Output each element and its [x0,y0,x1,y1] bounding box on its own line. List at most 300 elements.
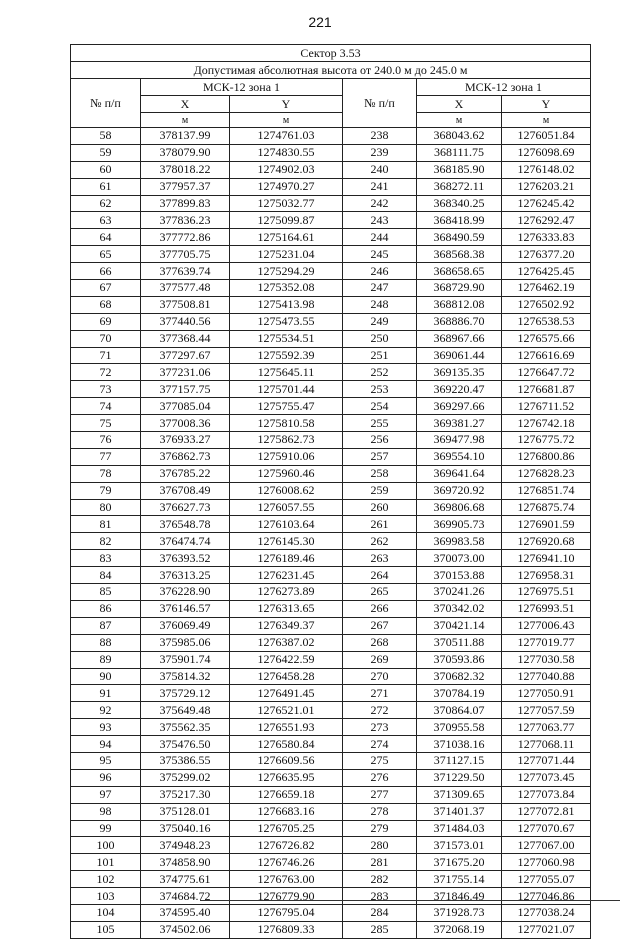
y-coordinate: 1276901.59 [502,516,591,533]
point-number: 94 [71,736,141,753]
x-coordinate: 376933.27 [141,432,230,449]
y-coordinate: 1276875.74 [502,499,591,516]
point-number: 241 [343,178,417,195]
y-coordinate: 1275701.44 [230,381,343,398]
x-coordinate: 370241.26 [417,584,502,601]
table-row [71,246,591,263]
y-coordinate: 1277006.43 [502,617,591,634]
point-number: 253 [343,381,417,398]
y-coordinate: 1276828.23 [502,465,591,482]
table-row [71,280,591,297]
y-coordinate: 1276458.28 [230,668,343,685]
y-coordinate: 1276245.42 [502,195,591,212]
point-number: 278 [343,803,417,820]
y-coordinate: 1276189.46 [230,550,343,567]
point-number: 77 [71,448,141,465]
x-coordinate: 374502.06 [141,921,230,938]
table-row [71,296,591,313]
x-coordinate: 368812.08 [417,296,502,313]
point-number: 88 [71,634,141,651]
x-coordinate: 369720.92 [417,482,502,499]
point-number: 81 [71,516,141,533]
table-row [71,364,591,381]
x-coordinate: 371229.50 [417,769,502,786]
point-number: 59 [71,144,141,161]
y-coordinate: 1276795.04 [230,904,343,921]
x-coordinate: 375299.02 [141,769,230,786]
x-coordinate: 370421.14 [417,617,502,634]
y-coordinate: 1276575.66 [502,330,591,347]
table-row [71,144,591,161]
point-number: 76 [71,432,141,449]
y-coordinate: 1276779.90 [230,888,343,905]
y-coordinate: 1277057.59 [502,702,591,719]
point-number: 256 [343,432,417,449]
table-row [71,212,591,229]
point-number: 75 [71,415,141,432]
point-number: 62 [71,195,141,212]
y-coordinate: 1277068.11 [502,736,591,753]
y-coordinate: 1275592.39 [230,347,343,364]
y-coordinate: 1276349.37 [230,617,343,634]
y-coordinate: 1275960.46 [230,465,343,482]
point-number: 263 [343,550,417,567]
point-number: 93 [71,719,141,736]
y-coordinate: 1277050.91 [502,685,591,702]
x-coordinate: 369806.68 [417,499,502,516]
point-number: 86 [71,600,141,617]
point-number: 80 [71,499,141,516]
y-coordinate: 1276098.69 [502,144,591,161]
x-coordinate: 375476.50 [141,736,230,753]
x-coordinate: 368340.25 [417,195,502,212]
table-row [71,904,591,921]
y-coordinate: 1276800.86 [502,448,591,465]
table-row [71,330,591,347]
y-coordinate: 1275645.11 [230,364,343,381]
x-coordinate: 376548.78 [141,516,230,533]
x-coordinate: 374948.23 [141,837,230,854]
table-row [71,567,591,584]
point-number: 73 [71,381,141,398]
y-coordinate: 1276809.33 [230,921,343,938]
y-coordinate: 1276538.53 [502,313,591,330]
y-coordinate: 1277021.07 [502,921,591,938]
point-number: 240 [343,161,417,178]
point-number: 97 [71,786,141,803]
x-coordinate: 377157.75 [141,381,230,398]
point-number: 71 [71,347,141,364]
num-header-left: № п/п [71,79,141,128]
point-number: 285 [343,921,417,938]
point-number: 100 [71,837,141,854]
y-coordinate: 1276920.68 [502,533,591,550]
point-number: 268 [343,634,417,651]
point-number: 91 [71,685,141,702]
x-coordinate: 375729.12 [141,685,230,702]
y-coordinate: 1276425.45 [502,263,591,280]
y-coordinate: 1276145.30 [230,533,343,550]
point-number: 250 [343,330,417,347]
x-coordinate: 376474.74 [141,533,230,550]
point-number: 269 [343,651,417,668]
table-row [71,195,591,212]
x-coordinate: 376228.90 [141,584,230,601]
point-number: 283 [343,888,417,905]
table-row [71,533,591,550]
y-coordinate: 1275810.58 [230,415,343,432]
table-row [71,854,591,871]
point-number: 92 [71,702,141,719]
x-coordinate: 375128.01 [141,803,230,820]
x-coordinate: 371038.16 [417,736,502,753]
x-coordinate: 371573.01 [417,837,502,854]
y-coordinate: 1276462.19 [502,280,591,297]
x-coordinate: 377008.36 [141,415,230,432]
x-coordinate: 377836.23 [141,212,230,229]
x-coordinate: 376313.25 [141,567,230,584]
point-number: 61 [71,178,141,195]
y-coordinate: 1276521.01 [230,702,343,719]
y-header-right: Y [502,96,591,113]
page-number: 221 [308,14,332,30]
y-coordinate: 1276746.26 [230,854,343,871]
y-coordinate: 1276502.92 [502,296,591,313]
y-coordinate: 1276051.84 [502,128,591,145]
point-number: 271 [343,685,417,702]
table-row [71,752,591,769]
y-coordinate: 1277019.77 [502,634,591,651]
point-number: 258 [343,465,417,482]
point-number: 257 [343,448,417,465]
x-coordinate: 376627.73 [141,499,230,516]
y-coordinate: 1276681.87 [502,381,591,398]
x-coordinate: 377231.06 [141,364,230,381]
point-number: 277 [343,786,417,803]
x-coordinate: 374684.72 [141,888,230,905]
x-coordinate: 368967.66 [417,330,502,347]
y-coordinate: 1276491.45 [230,685,343,702]
point-number: 72 [71,364,141,381]
point-number: 272 [343,702,417,719]
table-row [71,617,591,634]
table-row [71,685,591,702]
point-number: 87 [71,617,141,634]
point-number: 65 [71,246,141,263]
y-coordinate: 1276333.83 [502,229,591,246]
y-coordinate: 1276683.16 [230,803,343,820]
y-coordinate: 1277038.24 [502,904,591,921]
point-number: 260 [343,499,417,516]
y-coordinate: 1276008.62 [230,482,343,499]
y-coordinate: 1275862.73 [230,432,343,449]
x-coordinate: 377639.74 [141,263,230,280]
y-coordinate: 1276726.82 [230,837,343,854]
table-row [71,347,591,364]
x-coordinate: 368568.38 [417,246,502,263]
point-number: 99 [71,820,141,837]
point-number: 281 [343,854,417,871]
bottom-rule [200,900,620,901]
y-coordinate: 1275910.06 [230,448,343,465]
x-coordinate: 375649.48 [141,702,230,719]
y-coordinate: 1276851.74 [502,482,591,499]
x-header-left: X [141,96,230,113]
point-number: 259 [343,482,417,499]
point-number: 101 [71,854,141,871]
point-number: 276 [343,769,417,786]
point-number: 70 [71,330,141,347]
y-coordinate: 1275534.51 [230,330,343,347]
table-row [71,803,591,820]
y-coordinate: 1275032.77 [230,195,343,212]
point-number: 249 [343,313,417,330]
table-row [71,702,591,719]
y-coordinate: 1277040.88 [502,668,591,685]
table-row [71,263,591,280]
table-row [71,550,591,567]
x-coordinate: 370955.58 [417,719,502,736]
table-row [71,178,591,195]
x-coordinate: 377899.83 [141,195,230,212]
y-coordinate: 1274970.27 [230,178,343,195]
table-row [71,415,591,432]
table-row [71,921,591,938]
x-coordinate: 370153.88 [417,567,502,584]
y-coordinate: 1276273.89 [230,584,343,601]
y-coordinate: 1276647.72 [502,364,591,381]
y-coordinate: 1277067.00 [502,837,591,854]
x-coordinate: 378079.90 [141,144,230,161]
zone-header-left: МСК-12 зона 1 [141,79,343,96]
y-coordinate: 1276775.72 [502,432,591,449]
y-coordinate: 1275413.98 [230,296,343,313]
x-coordinate: 371846.49 [417,888,502,905]
point-number: 274 [343,736,417,753]
y-coordinate: 1277030.58 [502,651,591,668]
y-coordinate: 1274761.03 [230,128,343,145]
x-coordinate: 370342.02 [417,600,502,617]
y-coordinate: 1275294.29 [230,263,343,280]
x-coordinate: 376708.49 [141,482,230,499]
point-number: 252 [343,364,417,381]
x-coordinate: 376862.73 [141,448,230,465]
x-coordinate: 369135.35 [417,364,502,381]
num-header-right: № п/п [343,79,417,128]
y-coordinate: 1276635.95 [230,769,343,786]
x-coordinate: 368418.99 [417,212,502,229]
x-coordinate: 369477.98 [417,432,502,449]
y-coordinate: 1276057.55 [230,499,343,516]
point-number: 63 [71,212,141,229]
table-row [71,634,591,651]
point-number: 85 [71,584,141,601]
point-number: 275 [343,752,417,769]
y-coordinate: 1277070.67 [502,820,591,837]
point-number: 282 [343,871,417,888]
point-number: 60 [71,161,141,178]
y-coordinate: 1276941.10 [502,550,591,567]
x-coordinate: 375562.35 [141,719,230,736]
y-coordinate: 1276616.69 [502,347,591,364]
x-coordinate: 369061.44 [417,347,502,364]
point-number: 90 [71,668,141,685]
table-row [71,229,591,246]
coordinates-table [70,44,591,939]
y-coordinate: 1276711.52 [502,398,591,415]
table-row [71,161,591,178]
y-coordinate: 1277073.45 [502,769,591,786]
x-coordinate: 375814.32 [141,668,230,685]
x-coordinate: 368043.62 [417,128,502,145]
table-row [71,432,591,449]
y-coordinate: 1276659.18 [230,786,343,803]
x-coordinate: 370864.07 [417,702,502,719]
point-number: 265 [343,584,417,601]
point-number: 95 [71,752,141,769]
x-coordinate: 377508.81 [141,296,230,313]
point-number: 89 [71,651,141,668]
x-coordinate: 371401.37 [417,803,502,820]
point-number: 280 [343,837,417,854]
table-row [71,398,591,415]
x-coordinate: 378137.99 [141,128,230,145]
x-coordinate: 368658.65 [417,263,502,280]
y-coordinate: 1276975.51 [502,584,591,601]
x-coordinate: 370593.86 [417,651,502,668]
x-coordinate: 368185.90 [417,161,502,178]
x-coordinate: 369554.10 [417,448,502,465]
y-coordinate: 1275164.61 [230,229,343,246]
x-coordinate: 368729.90 [417,280,502,297]
y-coordinate: 1276958.31 [502,567,591,584]
x-coordinate: 376146.57 [141,600,230,617]
y-coordinate: 1275755.47 [230,398,343,415]
table-row [71,888,591,905]
point-number: 262 [343,533,417,550]
y-coordinate: 1275099.87 [230,212,343,229]
altitude-range: Допустимая абсолютная высота от 240.0 м до 245.0 м [71,62,591,79]
x-coordinate: 377705.75 [141,246,230,263]
point-number: 58 [71,128,141,145]
y-coordinate: 1276609.56 [230,752,343,769]
point-number: 246 [343,263,417,280]
y-coordinate: 1277055.07 [502,871,591,888]
point-number: 104 [71,904,141,921]
table-row [71,736,591,753]
point-number: 82 [71,533,141,550]
x-coordinate: 377440.56 [141,313,230,330]
table-row [71,499,591,516]
point-number: 79 [71,482,141,499]
y-coordinate: 1276705.25 [230,820,343,837]
table-row [71,651,591,668]
table-row [71,448,591,465]
y-coordinate: 1276148.02 [502,161,591,178]
point-number: 245 [343,246,417,263]
sector-title: Сектор 3.53 [71,45,591,62]
y-coordinate: 1276387.02 [230,634,343,651]
table-row [71,820,591,837]
table-row [71,381,591,398]
point-number: 243 [343,212,417,229]
y-coordinate: 1277072.81 [502,803,591,820]
x-coordinate: 377297.67 [141,347,230,364]
table-row [71,668,591,685]
point-number: 267 [343,617,417,634]
x-coordinate: 370073.00 [417,550,502,567]
table-body [71,128,591,939]
table-row [71,837,591,854]
x-coordinate: 371755.14 [417,871,502,888]
x-coordinate: 370511.88 [417,634,502,651]
y-coordinate: 1277046.86 [502,888,591,905]
y-coordinate: 1274902.03 [230,161,343,178]
y-coordinate: 1275231.04 [230,246,343,263]
x-coordinate: 371484.03 [417,820,502,837]
point-number: 239 [343,144,417,161]
point-number: 261 [343,516,417,533]
x-coordinate: 369297.66 [417,398,502,415]
unit-label: м [502,113,591,128]
x-coordinate: 368272.11 [417,178,502,195]
y-coordinate: 1277060.98 [502,854,591,871]
y-coordinate: 1277071.44 [502,752,591,769]
y-coordinate: 1276103.64 [230,516,343,533]
x-coordinate: 378018.22 [141,161,230,178]
point-number: 248 [343,296,417,313]
point-number: 103 [71,888,141,905]
x-coordinate: 375985.06 [141,634,230,651]
x-coordinate: 371309.65 [417,786,502,803]
point-number: 66 [71,263,141,280]
unit-label: м [417,113,502,128]
y-coordinate: 1277073.84 [502,786,591,803]
x-coordinate: 377772.86 [141,229,230,246]
y-coordinate: 1276763.00 [230,871,343,888]
table-row [71,482,591,499]
x-coordinate: 368886.70 [417,313,502,330]
x-coordinate: 376393.52 [141,550,230,567]
x-coordinate: 370682.32 [417,668,502,685]
y-coordinate: 1276377.20 [502,246,591,263]
point-number: 279 [343,820,417,837]
table-row [71,584,591,601]
x-coordinate: 368490.59 [417,229,502,246]
x-header-right: X [417,96,502,113]
point-number: 273 [343,719,417,736]
table-row [71,516,591,533]
y-coordinate: 1277063.77 [502,719,591,736]
point-number: 83 [71,550,141,567]
y-coordinate: 1276292.47 [502,212,591,229]
point-number: 67 [71,280,141,297]
point-number: 266 [343,600,417,617]
table-row [71,871,591,888]
x-coordinate: 371928.73 [417,904,502,921]
x-coordinate: 375217.30 [141,786,230,803]
point-number: 251 [343,347,417,364]
point-number: 255 [343,415,417,432]
y-coordinate: 1275352.08 [230,280,343,297]
table-row [71,600,591,617]
x-coordinate: 370784.19 [417,685,502,702]
x-coordinate: 374858.90 [141,854,230,871]
point-number: 284 [343,904,417,921]
point-number: 244 [343,229,417,246]
x-coordinate: 377085.04 [141,398,230,415]
point-number: 242 [343,195,417,212]
